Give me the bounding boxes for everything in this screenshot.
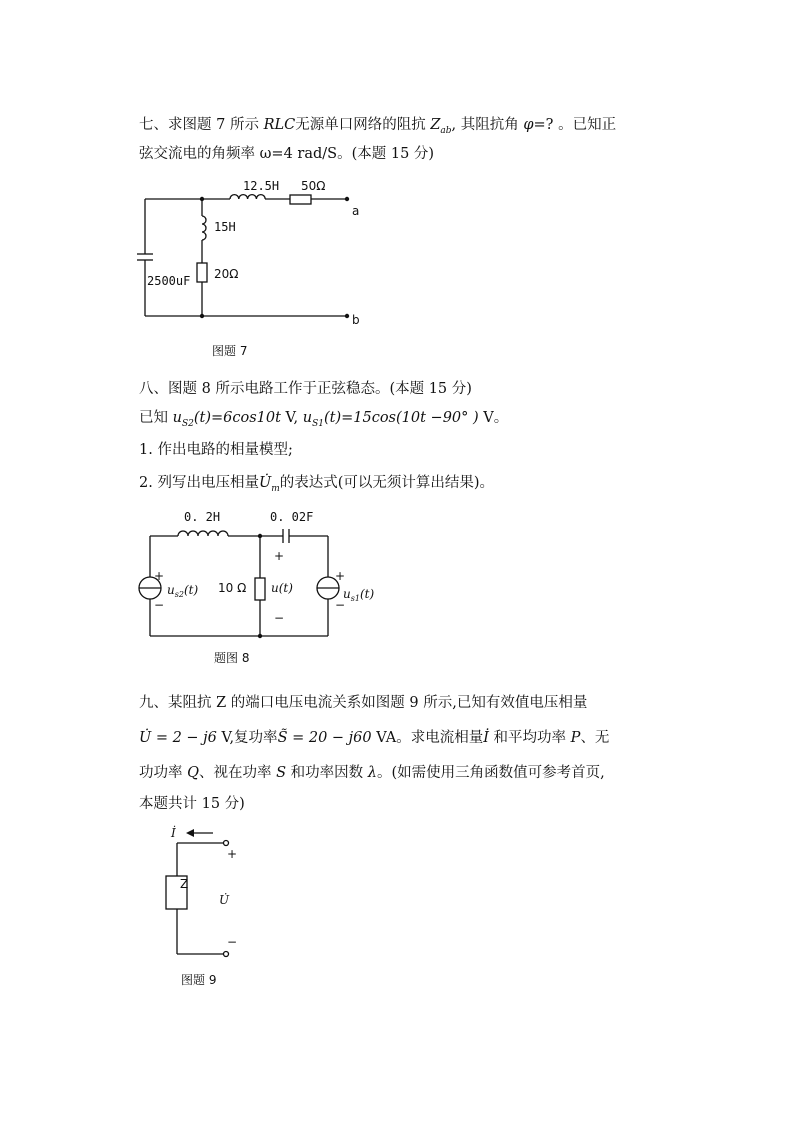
fig9-caption: 图题 9 <box>181 973 217 987</box>
node-dot <box>200 314 204 318</box>
q7-text: 七、求图题 7 所示 <box>139 117 264 133</box>
q8-text: 2. 列写出电压相量 <box>139 475 259 491</box>
q7-text: 无源单口网络的阻抗 <box>295 117 431 133</box>
terminal-bottom <box>224 952 229 957</box>
q7-text: =? 。已知正 <box>533 117 617 133</box>
fig7-resistor-top-label: 50Ω <box>301 179 326 193</box>
fig9-impedance-label: Z <box>180 877 189 891</box>
q8-text: V, <box>280 410 303 426</box>
fig7-capacitor-label: 2500uF <box>147 274 191 288</box>
fig7-resistor-mid-label: 20Ω <box>214 267 239 281</box>
q8-um: U̇ <box>258 475 272 491</box>
terminal-top <box>224 841 229 846</box>
q9-complex-power: S̃ = 20 − j60 <box>277 730 372 746</box>
terminal-a-dot <box>345 197 349 201</box>
fig7-inductor-top-label: 12.5H <box>243 179 280 193</box>
fig8-left-plus: + <box>154 569 165 583</box>
q9-lambda: λ <box>367 765 377 781</box>
q7-line-2: 弦交流电的角频率 ω=4 rad/S。(本题 15 分) <box>139 146 435 162</box>
fig8-inductor-label: 0. 2H <box>184 510 221 524</box>
fig8-right-minus: − <box>335 598 346 612</box>
fig8-mid-plus: + <box>274 549 285 563</box>
q9-text: 、视在功率 <box>199 765 277 781</box>
q9-q: Q <box>187 765 199 781</box>
q7-text: , 其阻抗角 <box>451 117 524 133</box>
inductor-0-2h <box>178 531 228 536</box>
fig8-source-right-label: $u_{s1}(t)$ <box>343 587 375 603</box>
resistor-10 <box>255 578 265 600</box>
resistor-50 <box>290 195 311 204</box>
q7-rlc: RLC <box>263 117 296 133</box>
q8-item-1: 1. 作出电路的相量模型; <box>139 442 293 458</box>
q9-voltage: U̇ = 2 − j6 <box>139 730 217 746</box>
q8-text: 已知 <box>139 410 173 426</box>
fig7-terminal-a: a <box>352 204 360 218</box>
q8-us1: u <box>302 410 313 426</box>
q9-text: 和功率因数 <box>286 765 368 781</box>
q8-line-1: 八、图题 8 所示电路工作于正弦稳态。(本题 15 分) <box>139 381 472 397</box>
q8-text: 的表达式(可以无须计算出结果)。 <box>279 475 495 491</box>
q9-text: 、无 <box>580 730 610 746</box>
fig8-resistor-label: 10 Ω <box>218 581 247 595</box>
q9-text: 和平均功率 <box>488 730 571 746</box>
fig8-source-left-label: $u_{s2}(t)$ <box>167 583 199 599</box>
fig8-capacitor-label: 0. 02F <box>270 510 314 524</box>
fig8-voltage-label: u(t) <box>271 581 293 595</box>
q9-text: 。(如需使用三角函数值可参考首页, <box>376 765 605 781</box>
node-dot <box>258 634 262 638</box>
q9-line-4: 本题共计 15 分) <box>139 796 245 812</box>
fig8-left-minus: − <box>154 598 165 612</box>
q7-phi: φ <box>523 117 534 133</box>
current-arrow-head <box>186 829 194 837</box>
q9-line-1: 九、某阻抗 Z 的端口电压电流关系如图题 9 所示,已知有效值电压相量 <box>139 695 588 711</box>
fig9-plus: + <box>227 847 238 861</box>
q8-us2: u <box>172 410 182 426</box>
fig8-right-plus: + <box>335 569 346 583</box>
q8-us2-expr: (t)=6cos10t <box>193 410 281 426</box>
fig9-current-label: İ <box>171 826 176 840</box>
q7-zab: Z <box>430 117 441 133</box>
fig7-inductor-mid-label: 15H <box>214 220 236 234</box>
fig7-caption: 图题 7 <box>212 344 248 358</box>
resistor-20 <box>197 263 207 282</box>
figure-7-circuit <box>137 195 349 319</box>
q9-text: 功功率 <box>139 765 188 781</box>
terminal-b-dot <box>345 314 349 318</box>
q9-text: V,复功率 <box>216 730 278 746</box>
q7-zab-sub: ab <box>440 125 452 136</box>
q9-current: İ <box>483 730 489 746</box>
fig9-minus: − <box>227 935 238 949</box>
q8-us1-expr: (t)=15cos(10t −90° ) <box>323 410 479 426</box>
q8-um-sub: m <box>271 483 280 494</box>
fig7-terminal-b: b <box>352 313 360 327</box>
inductor-12-5h <box>230 195 265 199</box>
q8-us1-sub: S1 <box>312 418 324 429</box>
fig8-mid-minus: − <box>274 611 285 625</box>
q9-text: VA。求电流相量 <box>371 730 484 746</box>
q9-p: P <box>570 730 581 746</box>
q8-text: V。 <box>478 410 509 426</box>
inductor-15h <box>202 216 206 240</box>
fig9-voltage-label: U̇ <box>219 893 230 907</box>
q9-s: S <box>276 765 287 781</box>
q8-us2-sub: S2 <box>181 418 194 429</box>
fig8-caption: 题图 8 <box>214 651 250 665</box>
